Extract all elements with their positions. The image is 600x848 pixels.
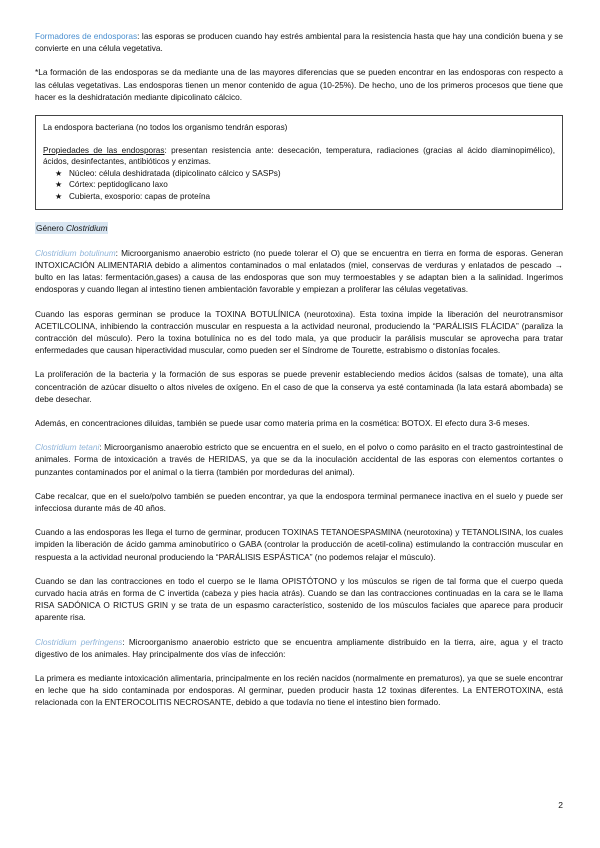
list-item: ★ Núcleo: célula deshidratada (dipicolinato cálcico y SASPs) (55, 168, 281, 178)
endospore-formation-paragraph: *La formación de las endosporas se da mediante una de las mayores diferencias que se pueden encontrar en las endosporas con respecto a las células vegetativas. Las endosporas tienen un menor contenido de agua (10-25%). De hecho, uno de los primeros procesos que tiene que hacer es la deshidratación mediante dipicolinato cálcico. (35, 67, 563, 102)
list-item: ★ Cubierta, exosporio: capas de proteína (55, 191, 211, 201)
perfringens-intro: Clostridium perfringens: Microorganismo anaerobio estricto que se encuentra ampliamente distribuido en la tierra, aire, agua y el tracto digestivo de los animales. Hay principalmente dos vías de infección: (35, 636, 564, 659)
properties-text: : presentan resistencia ante: desecación, temperatura, radiaciones (gracias al ácido diaminopimélico), ácidos, desinfectantes, antibióticos y enzimas. (43, 145, 555, 167)
tetani-intro: Clostridium tetani: Microorganismo anaerobio estricto que se encuentra en el suelo, en el polvo o como parásito en el tracto gastrointestinal de animales. Forma de intoxicación a través de HERIDAS, ya que se da la inoculación accidental de las esporas con elementos cortantes o punzantes contaminados por el animal o la tierra (también por mordeduras del animal). (35, 442, 563, 477)
list-item: ★ Córtex: peptidoglicano laxo (55, 180, 168, 190)
section-genus: Clostridium (65, 222, 108, 233)
properties-label: Propiedades de las endosporas (43, 145, 165, 155)
endospore-info-box (35, 115, 563, 210)
botulinum-term: Clostridium botulinum (35, 247, 116, 258)
perfringens-term: Clostridium perfringens (35, 636, 123, 647)
section-prefix: Género (36, 222, 66, 233)
endospore-formers-term: Formadores de endosporas (35, 31, 138, 41)
endospore-formers-text: : las esporas se producen cuando hay estrés ambiental para la resistencia hasta que hay una condición buena y se convierte en una célula vegetativa. (35, 31, 563, 54)
star-bullet-icon: ★ (55, 191, 63, 201)
botulinum-toxin-paragraph: Cuando las esporas germinan se produce la TOXINA BOTULÍNICA (neurotoxina). Esta toxina impide la liberación del neurotransmisor ACETILCOLINA, inhibiendo la contracción muscular en respuesta a la actividad neuronal, produciendo la “PARÁLISIS FLÁCIDA” (paraliza la contracción del músculo). Pero la toxina botulínica no es del todo mala, ya que producir la parálisis muscular se aprovecha para tratar enfermedades que causan hiperactividad muscular, como pueden ser el Síndrome de Tourette, estrabismo o distonías focales. (35, 308, 563, 356)
botulinum-botox-paragraph: Además, en concentraciones diluidas, también se puede usar como materia prima en la cosmética: BOTOX. El efecto dura 3-6 meses. (35, 418, 530, 429)
tetani-term: Clostridium tetani (35, 442, 100, 453)
star-bullet-icon: ★ (55, 168, 63, 178)
properties-paragraph (43, 145, 555, 168)
box-title: La endospora bacteriana (no todos los organismo tendrán esporas) (43, 123, 288, 133)
tetani-contractions-paragraph: Cuando se dan las contracciones en todo el cuerpo se le llama OPISTÓTONO y los músculos se rigen de tal forma que el cuerpo queda curvado hacia atrás en forma de C invertida (cabeza y pies hacia atrás). Cuando se dan las contracciones continuadas en la cara se le llama RISA SADÓNICA O RICTUS GRIN y se trata de un espasmo característico, sostenido de los músculos faciales que aparece para producir aparente risa. (35, 575, 563, 623)
botulinum-prevention-paragraph: La proliferación de la bacteria y la formación de sus esporas se puede prevenir estableciendo medios ácidos (salsas de tomate), una alta concentración de azúcar disuelto o altos niveles de oxígeno. En el caso de que la conserva ya esté contaminada (la lata estará abombada) se debe desechar. (35, 369, 563, 404)
structure-list (43, 168, 555, 203)
tetani-toxins-paragraph: Cuando a las endosporas les llega el turno de germinar, producen TOXINAS TETANOESPASMINA (neurotoxina) y TETANOLISINA, los cuales impiden la liberación de ácido gamma aminobutírico o GABA (controlar la producción de acetil-colina) estimulando la contracción muscular en respuesta a la actividad neuronal produciendo la “PARÁLISIS ESPÁSTICA” (no podemos relajar el músculo). (35, 527, 563, 562)
botulinum-intro: Clostridium botulinum: Microorganismo anaerobio estricto (no puede tolerar el O) que se encuentra en tierra en forma de esporas. Generan INTOXICACIÓN ALIMENTARIA debido a alimentos contaminados o mal enlatados (miel, conservas de verduras y enlatados de pescado → bulto en las latas: fermentación,gases) a causa de las endosporas que son muy termoestables y se adaptan bien a la salinidad. Ingerimos endosporas y cuando llegan al intestino tienen ambientación favorable y empiezan a proliferar las células vegetativas. (35, 247, 563, 295)
perfringens-infection-paragraph: La primera es mediante intoxicación alimentaria, principalmente en los recién nacidos (normalmente en prematuros), ya que se suele encontrar en leche que ha sido contaminada por endosporas. Al germinar, pueden producir hasta 12 toxinas diferentes. La ENTEROTOXINA, está relacionada con la ENTEROCOLITIS NECROSANTE, debido a que todavía no tiene el intestino bien formado. (35, 673, 563, 708)
section-heading (35, 222, 563, 234)
endospore-formers-paragraph (35, 30, 563, 54)
star-bullet-icon: ★ (55, 180, 63, 190)
document-page (35, 30, 563, 709)
tetani-soil-paragraph: Cabe recalcar, que en el suelo/polvo también se pueden encontrar, ya que la endospora terminal permanece inactiva en el suelo y puede ser infecciosa durante más de 40 años. (35, 490, 563, 514)
page-number: 2 (558, 800, 563, 810)
